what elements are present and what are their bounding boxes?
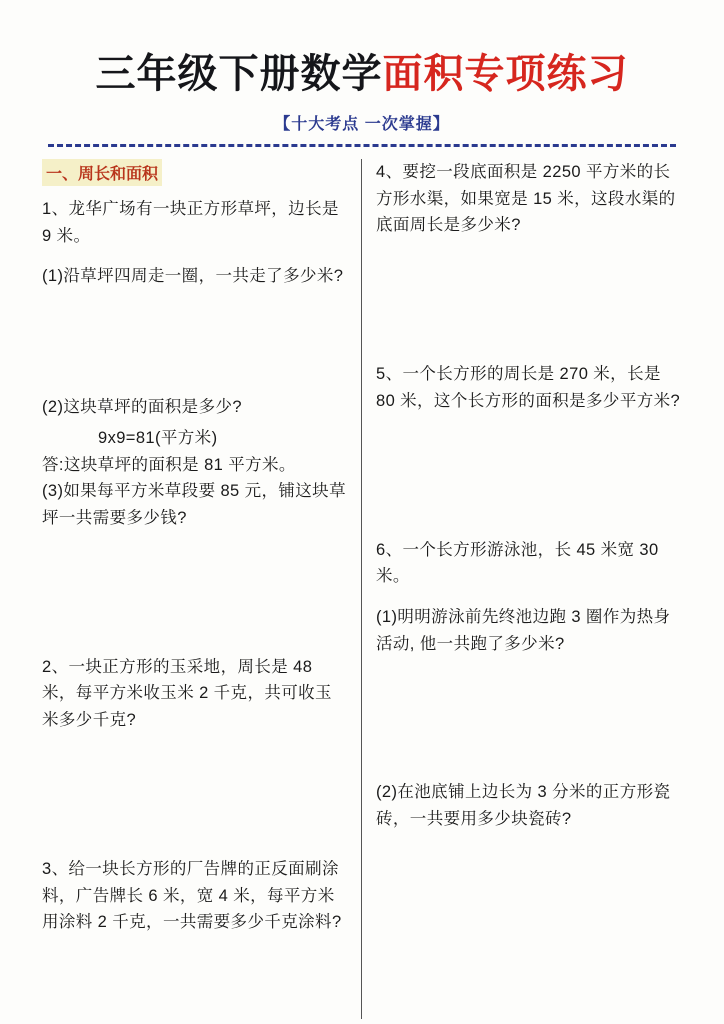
page-subtitle: 【十大考点 一次掌握】 — [274, 116, 450, 133]
question-6-part-a: (1)明明游泳前先终池边跑 3 圈作为热身活动, 他一共跑了多少米? — [376, 608, 671, 653]
question-5: 5、一个长方形的周长是 270 米，长是 80 米，这个长方形的面积是多少平方米? — [376, 365, 681, 410]
question-6-part-b: (2)在池底铺上边长为 3 分米的正方形瓷砖，一共要用多少块瓷砖? — [376, 783, 671, 829]
section-heading-perimeter-area: 一、周长和面积 — [42, 159, 162, 186]
left-column — [28, 159, 362, 1019]
question-1-part-b-work: 9x9=81(平方米) — [98, 428, 218, 447]
question-1-part-b-answer: 答:这块草坪的面积是 81 平方米。 — [42, 455, 296, 474]
question-3: 3、给一块长方形的厂告牌的正反面刷涂料，广告牌长 6 米，宽 4 米，每平方米用涂料 2 千克，一共需要多少千克涂料? — [42, 859, 342, 932]
question-1-stem: 1、龙华广场有一块正方形草坪，边长是 9 米。 — [42, 200, 339, 245]
page-title — [28, 0, 696, 99]
question-4: 4、要挖一段底面积是 2250 平方米的长方形水渠，如果宽是 15 米，这段水渠的底面周长是多少米? — [376, 163, 676, 235]
content-columns — [28, 159, 696, 1019]
title-main-text: 三年级下册数学 — [95, 51, 383, 96]
question-1-part-c: (3)如果每平方米草段要 85 元，铺这块草坪一共需要多少钱? — [42, 482, 346, 528]
question-1-part-a: (1)沿草坪四周走一圈，一共走了多少米? — [42, 267, 344, 286]
header-divider — [48, 144, 676, 147]
question-2: 2、一块正方形的玉采地，周长是 48 米，每平方米收玉米 2 千克，共可收玉米多少千克? — [42, 657, 332, 730]
question-1-part-b: (2)这块草坪的面积是多少? — [42, 398, 242, 417]
question-6-stem: 6、一个长方形游泳池，长 45 米宽 30 米。 — [376, 540, 659, 586]
right-column — [362, 159, 696, 1019]
title-accent-text: 面积专项练习 — [382, 51, 629, 96]
